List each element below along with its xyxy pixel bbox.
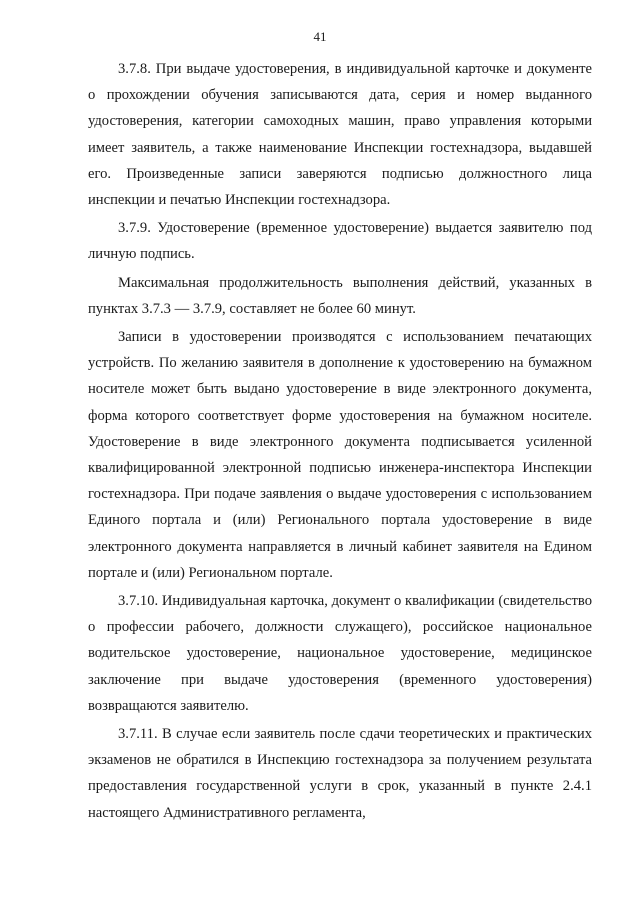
- paragraph-max-duration: Максимальная продолжительность выполнения действий, указанных в пунктах 3.7.3 — 3.7.9, составляет не более 60 минут.: [88, 274, 592, 317]
- paragraph-3-7-10: 3.7.10. Индивидуальная карточка, документ о квалификации (свидетельство о профессии рабочего, должности служащего), российское национальное водительское удостоверение, национальное удостоверение, медицинское заключение при выдаче удостоверения (временного удостоверения) возвращаются заявителю.: [88, 593, 592, 714]
- paragraph-3-7-11: 3.7.11. В случае если заявитель после сдачи теоретических и практических экзаменов не обратился в Инспекцию гостехнадзора за получением результата предоставления государственной услуги в срок, указанный в пункте 2.4.1 настоящего Административного регламента,: [88, 726, 592, 821]
- paragraph-3-7-8: 3.7.8. При выдаче удостоверения, в индивидуальной карточке и документе о прохождении обучения записываются дата, серия и номер выданного удостоверения, категории самоходных машин, право управления которыми имеет заявитель, а также наименование Инспекции гостехнадзора, выдавшей его. Произведенные записи заверяются подписью должностного лица инспекции и печатью Инспекции гостехнадзора.: [88, 61, 592, 209]
- page-number: 41: [313, 29, 327, 44]
- document-body: [88, 56, 592, 828]
- paragraph-3-7-9: 3.7.9. Удостоверение (временное удостоверение) выдается заявителю под личную подпись.: [88, 220, 592, 263]
- paragraph-records-electronic: Записи в удостоверении производятся с использованием печатающих устройств. По желанию заявителя в дополнение к удостоверению на бумажном носителе может быть выдано удостоверение в виде электронного документа, форма которого соответствует форме удостоверения на бумажном носителе. Удостоверение в виде электронного документа подписывается усиленной квалифицированной электронной подписью инженера-инспектора Инспекции гостехнадзора. При подаче заявления о выдаче удостоверения с использованием Единого портала и (или) Регионального портала удостоверение в виде электронного документа направляется в личный кабинет заявителя на Едином портале и (или) Региональном портале.: [88, 329, 592, 581]
